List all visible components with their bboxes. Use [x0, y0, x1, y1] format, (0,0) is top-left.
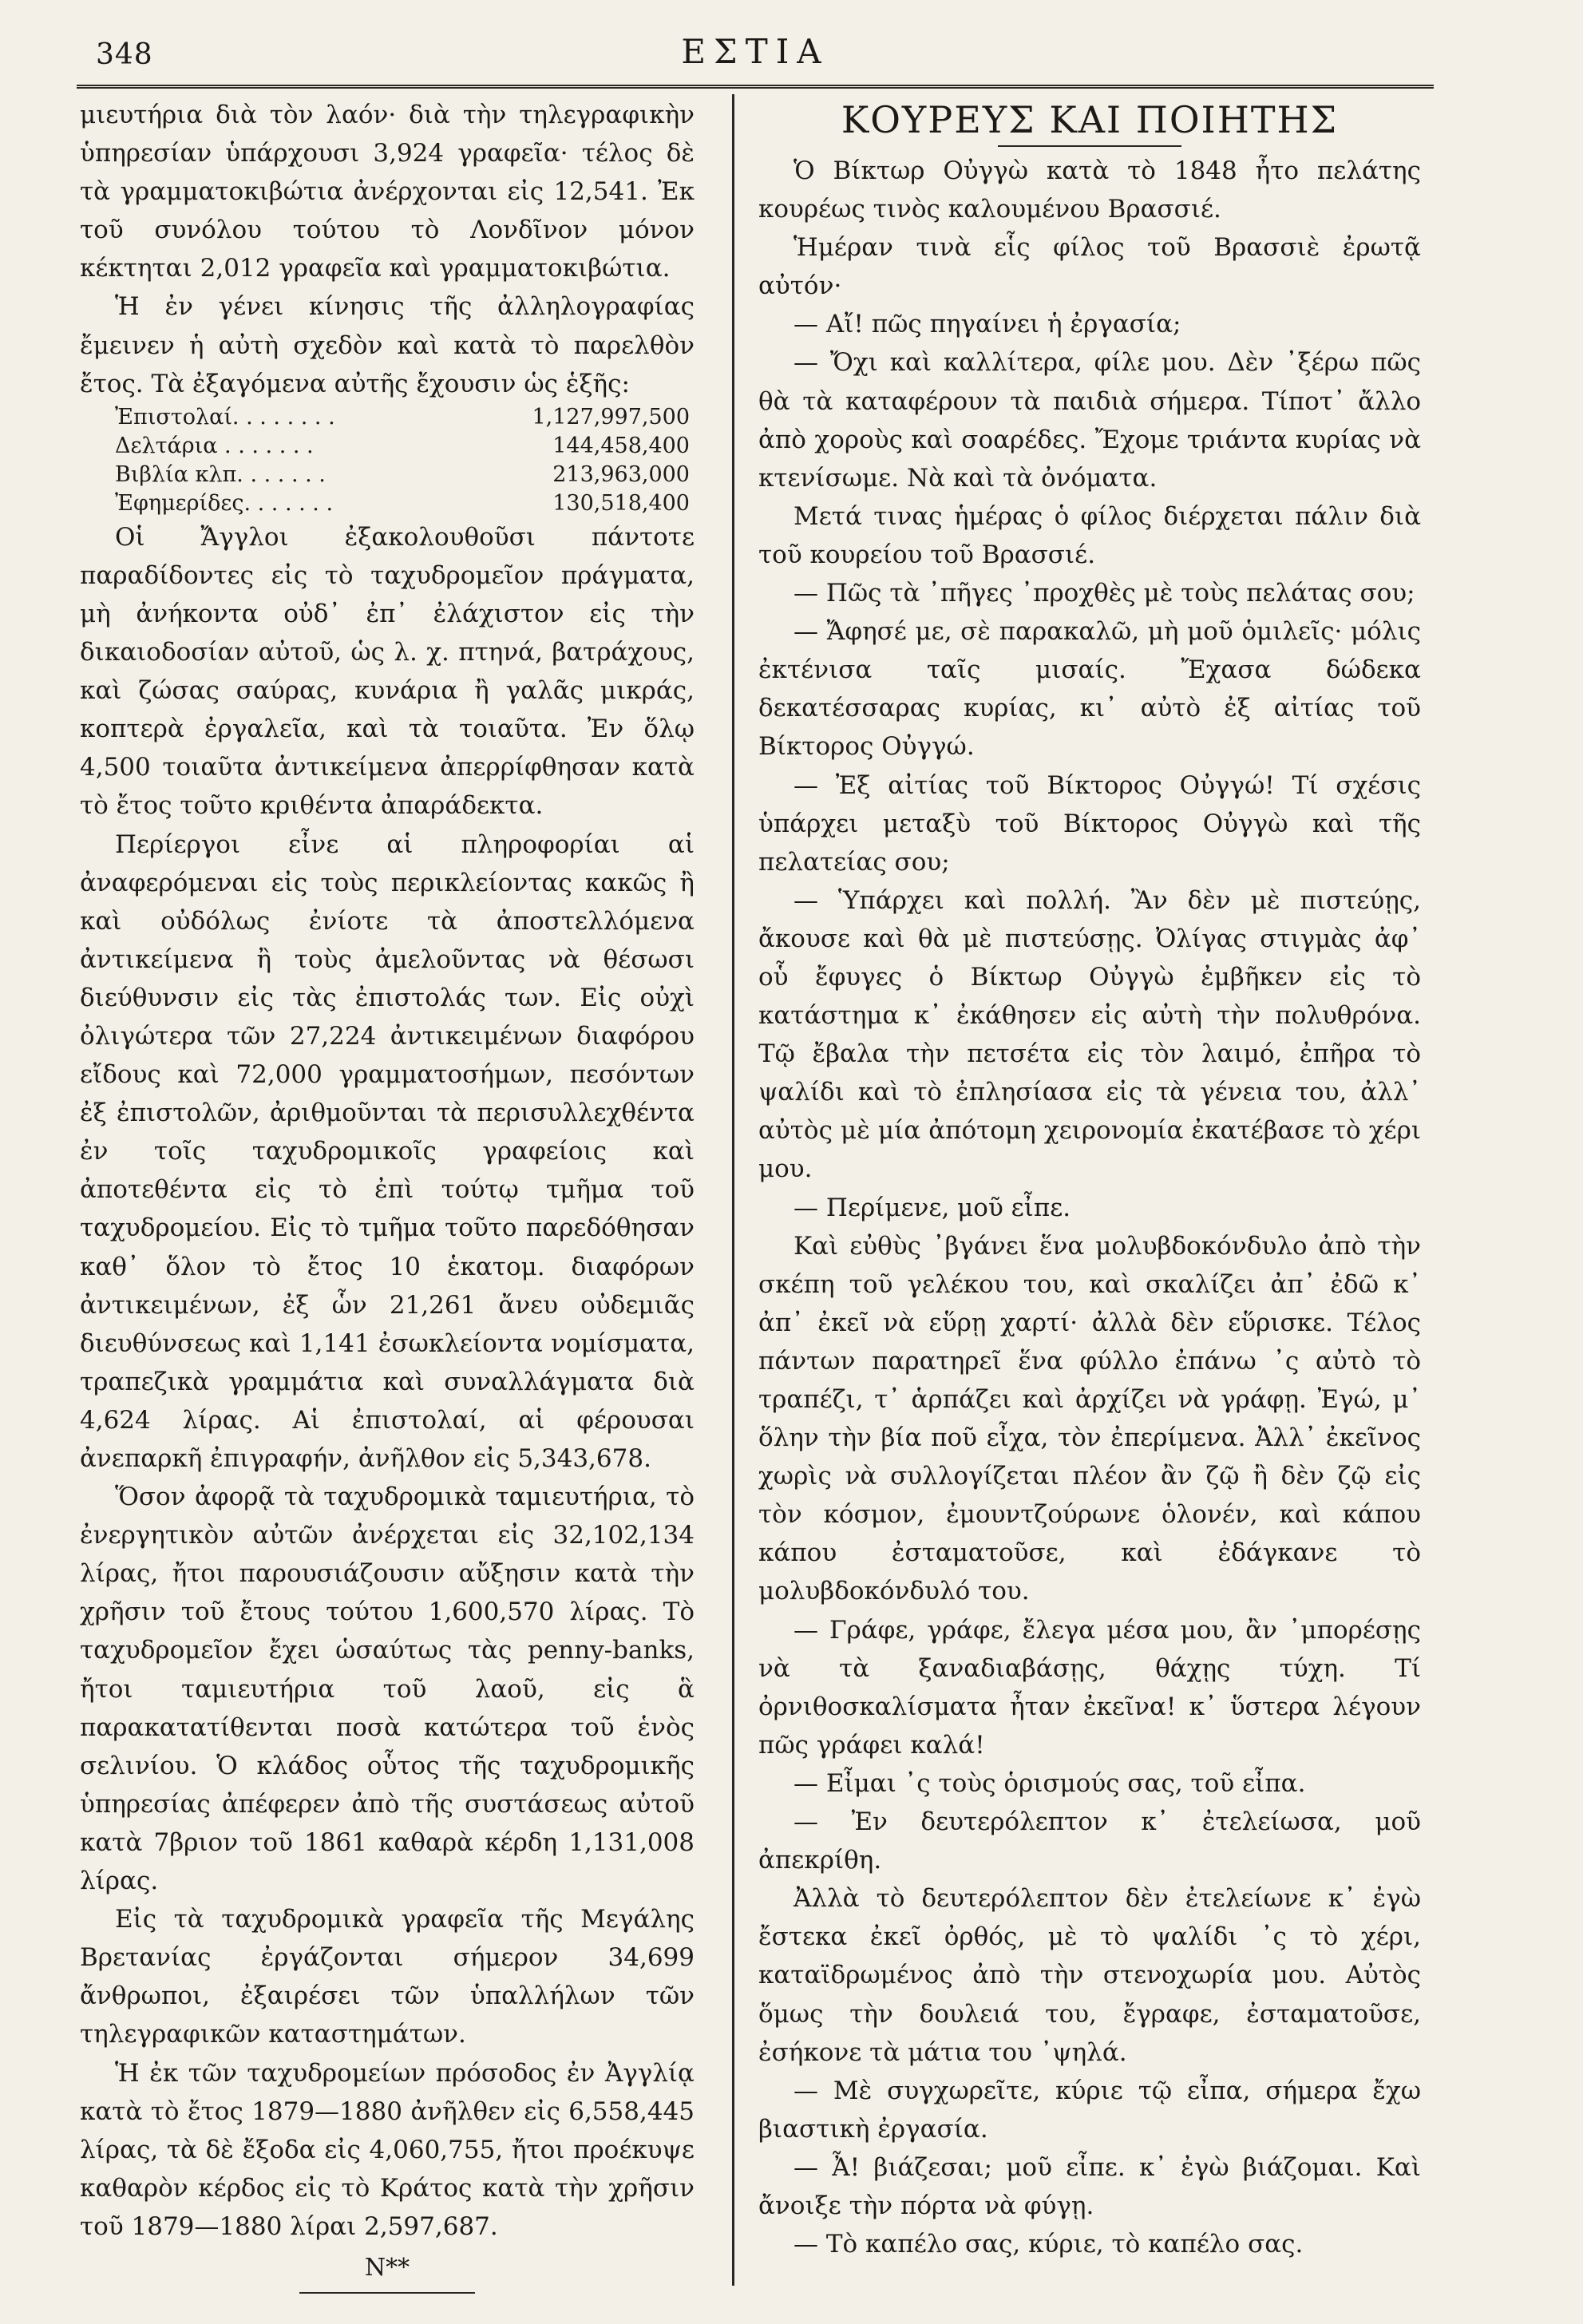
- paragraph: Εἰς τὰ ταχυδρομικὰ γραφεῖα τῆς Μεγάλης Βρετανίας ἐργάζονται σήμερον 34,699 ἄνθρωποι, ἐξαιρέσει τῶν ὑπαλλήλων τῶν τηλεγραφικῶν καταστημάτων.: [80, 1905, 695, 2049]
- header-rule: [77, 85, 1434, 89]
- paragraph: — Ὑπάρχει καὶ πολλή. Ἂν δὲν μὲ πιστεύῃς, ἄκουσε καὶ θὰ μὲ πιστεύσῃς. Ὀλίγας στιγμὰς ἀφ᾽ οὗ ἔφυγες ὁ Βίκτωρ Οὐγγὼ ἐμβῆκεν εἰς τὸ κατάστημα κ᾽ ἐκάθησεν εἰς αὐτὴ τὴν πολυθρόνα. Τῷ ἔβαλα τὴν πετσέτα εἰς τὸν λαιμό, ἐπῆρα τὸ ψαλίδι καὶ τὸ ἐπλησίασα εἰς τὰ γένεια του, ἀλλ᾽ αὐτὸς μὲ μία ἀπότομη χειρονομία ἐκατέβασε τὸ χέρι μου.: [758, 885, 1421, 1184]
- paragraph: Καὶ εὐθὺς ᾽βγάνει ἕνα μολυβδοκόνδυλο ἀπὸ τὴν σκέπη τοῦ γελέκου του, καὶ σκαλίζει ἀπ᾽ ἐδῶ κ᾽ ἀπ᾽ ἐκεῖ νὰ εὕρῃ χαρτί· ἀλλὰ δὲν εὕρισκε. Τέλος πάντων παρατηρεῖ ἕνα φύλλο ἐπάνω ᾽ς αὐτὸ τὸ τραπέζι, τ᾽ ἁρπάζει καὶ ἀρχίζει νὰ γράφῃ. Ἐγώ, μ᾽ ὅλην τὴν βία ποῦ εἶχα, τὸν ἐπερίμενα. Ἀλλ᾽ ἐκεῖνος χωρὶς νὰ συλλογίζεται πλέον ἂν ζῷ ἢ δὲν ζῷ εἰς τὸν κόσμον, ἐμουντζούρωνε ὁλονέν, καὶ κάπου κάπου ἐσταματοῦσε, καὶ ἐδάγκανε τὸ μολυβδοκόνδυλό του.: [758, 1231, 1421, 1606]
- stat-label: Ἐπιστολαί. . . . . . . .: [115, 404, 335, 430]
- left-column: [80, 96, 695, 2294]
- paragraph: — Περίμενε, μοῦ εἶπε.: [793, 1193, 1071, 1222]
- paragraph: Περίεργοι εἶνε αἱ πληροφορίαι αἱ ἀναφερόμεναι εἰς τοὺς περικλείοντας κακῶς ἢ καὶ οὐδόλως ἐνίοτε τὰ ἀποστελλόμενα ἀντικείμενα ἢ τοὺς ἀμελοῦντας νὰ θέσωσι διεύθυνσιν εἰς τὰς ἐπιστολάς των. Εἰς οὐχὶ ὀλιγώτερα τῶν 27,224 ἀντικειμένων διαφόρου εἴδους καὶ 72,000 γραμματοσήμων, πεσόντων ἐξ ἐπιστολῶν, ἀριθμοῦνται τὰ περισυλλεχθέντα ἐν τοῖς ταχυδρομικοῖς γραφείοις καὶ ἀποτεθέντα εἰς τὸ ἐπὶ τούτῳ τμῆμα τοῦ ταχυδρομείου. Εἰς τὸ τμῆμα τοῦτο παρεδόθησαν καθ᾽ ὅλον τὸ ἔτος 10 ἑκατομ. διαφόρων ἀντικειμένων, ἐξ ὧν 21,261 ἄνευ οὐδεμιᾶς διευθύνσεως καὶ 1,141 ἐσωκλείοντα νομίσματα, τραπεζικὰ γραμμάτια καὶ συναλλάγματα διὰ 4,624 λίρας. Αἱ ἐπιστολαί, αἱ φέρουσαι ἀνεπαρκῆ ἐπιγραφήν, ἀνῆλθον εἰς 5,343,678.: [80, 829, 695, 1473]
- signature-rule: [299, 2292, 475, 2294]
- paragraph: Ἡμέραν τινὰ εἷς φίλος τοῦ Βρασσιὲ ἐρωτᾷ αὐτόν·: [758, 233, 1421, 301]
- paragraph: Οἱ Ἄγγλοι ἐξακολουθοῦσι πάντοτε παραδίδοντες εἰς τὸ ταχυδρομεῖον πράγματα, μὴ ἀνήκοντα οὐδ᾽ ἐπ᾽ ἐλάχιστον εἰς τὴν δικαιοδοσίαν αὐτοῦ, ὡς λ. χ. πτηνά, βατράχους, καὶ ζώσας σαύρας, κυνάρια ἢ γαλᾶς μικράς, κοπτερὰ ἐργαλεῖα, καὶ τὰ τοιαῦτα. Ἐν ὅλῳ 4,500 τοιαῦτα ἀντικείμενα ἀπερρίφθησαν κατὰ τὸ ἔτος τοῦτο κριθέντα ἀπαράδεκτα.: [80, 522, 695, 821]
- table-row: [115, 432, 690, 461]
- stat-value: 144,458,400: [552, 433, 690, 458]
- title-rule: [998, 145, 1181, 147]
- paragraph: — Ὄχι καὶ καλλίτερα, φίλε μου. Δὲν ᾽ξέρω πῶς θὰ τὰ καταφέρουν τὰ παιδιὰ σήμερα. Τίποτ᾽ ἄλλο ἀπὸ χοροὺς καὶ σοαρέδες. Ἔχομε τριάντα κυρίας νὰ κτενίσωμε. Νὰ καὶ τὰ ὀνόματα.: [758, 348, 1421, 493]
- stat-value: 213,963,000: [552, 461, 690, 487]
- table-row: [115, 403, 690, 432]
- paragraph: Ὅσον ἀφορᾷ τὰ ταχυδρομικὰ ταμιευτήρια, τὸ ἐνεργητικὸν αὐτῶν ἀνέρχεται εἰς 32,102,134 λίρας, ἤτοι παρουσιάζουσιν αὔξησιν κατὰ τὴν χρῆσιν τοῦ ἔτους τούτου 1,600,570 λίρας. Τὸ ταχυδρομεῖον ἔχει ὡσαύτως τὰς penny-banks, ἤτοι ταμιευτήρια τοῦ λαοῦ, εἰς ἃ παρακατατίθενται ποσὰ κατώτερα τοῦ ἑνὸς σελινίου. Ὁ κλάδος οὗτος τῆς ταχυδρομικῆς ὑπηρεσίας ἀπέφερεν ἀπὸ τῆς συστάσεως αὐτοῦ κατὰ 7βριον τοῦ 1861 καθαρὰ κέρδη 1,131,008 λίρας.: [80, 1483, 695, 1896]
- stat-value: 1,127,997,500: [532, 404, 690, 430]
- paragraph: — Ἐν δευτερόλεπτον κ᾽ ἐτελείωσα, μοῦ ἀπεκρίθη.: [758, 1807, 1421, 1875]
- stat-label: Ἐφημερίδες. . . . . . .: [115, 490, 334, 516]
- stat-label: Βιβλία κλπ. . . . . . .: [115, 461, 326, 487]
- paragraph: — Αἴ! πῶς πηγαίνει ἡ ἐργασία;: [793, 310, 1181, 339]
- table-row: [115, 461, 690, 489]
- right-column: [758, 96, 1421, 2263]
- mail-statistics-table: [115, 403, 690, 518]
- paragraph: Ἡ ἐκ τῶν ταχυδρομείων πρόσοδος ἐν Ἀγγλίᾳ κατὰ τὸ ἔτος 1879—1880 ἀνῆλθεν εἰς 6,558,445 λίρας, τὰ δὲ ἔξοδα εἰς 4,060,755, ἤτοι προέκυψε καθαρὸν κέρδος εἰς τὸ Κράτος κατὰ τὴν χρῆσιν τοῦ 1879—1880 λίραι 2,597,687.: [80, 2058, 695, 2241]
- paragraph: — Πῶς τὰ ᾽πῆγες ᾽προχθὲς μὲ τοὺς πελάτας σου;: [793, 579, 1415, 608]
- page-header: [77, 24, 1434, 80]
- table-row: [115, 489, 690, 518]
- paragraph: Ὁ Βίκτωρ Οὐγγὼ κατὰ τὸ 1848 ἦτο πελάτης κουρέως τινὸς καλουμένου Βρασσιέ.: [758, 156, 1421, 224]
- paragraph: μιευτήρια διὰ τὸν λαόν· διὰ τὴν τηλεγραφικὴν ὑπηρεσίαν ὑπάρχουσι 3,924 γραφεῖα· τέλος δὲ τὰ γραμματοκιβώτια ἀνέρχονται εἰς 12,541. Ἐκ τοῦ συνόλου τούτου τὸ Λονδῖνον μόνον κέκτηται 2,012 γραφεῖα καὶ γραμματοκιβώτια.: [80, 101, 695, 283]
- article-title: ΚΟΥΡΕΥΣ ΚΑΙ ΠΟΙΗΤΗΣ: [841, 98, 1339, 141]
- paragraph: Μετά τινας ἡμέρας ὁ φίλος διέρχεται πάλιν διὰ τοῦ κουρείου τοῦ Βρασσιέ.: [758, 501, 1421, 569]
- column-divider: [732, 94, 734, 2286]
- paragraph: Ἀλλὰ τὸ δευτερόλεπτον δὲν ἐτελείωνε κ᾽ ἐγὼ ἔστεκα ἐκεῖ ὀρθός, μὲ τὸ ψαλίδι ᾽ς τὸ χέρι, καταϊδρωμένος ἀπὸ τὴν στενοχωρία μου. Αὐτὸς ὅμως τὴν δουλειά του, ἔγραφε, ἐσταματοῦσε, ἐσήκονε τὰ μάτια του ᾽ψηλά.: [758, 1884, 1421, 2067]
- paragraph: — Γράφε, γράφε, ἔλεγα μέσα μου, ἂν ᾽μπορέσῃς νὰ τὰ ξαναδιαβάσῃς, θάχῃς τύχη. Τί ὀρνιθοσκαλίσματα ἦταν ἐκεῖνα! κ᾽ ὕστερα λέγουν πῶς γράφει καλά!: [758, 1615, 1421, 1760]
- running-title: ΕΣΤΙΑ: [681, 32, 829, 71]
- stat-label: Δελτάρια . . . . . . .: [115, 433, 314, 458]
- author-signature: Ν**: [364, 2253, 410, 2282]
- paragraph: — Μὲ συγχωρεῖτε, κύριε τῷ εἶπα, σήμερα ἔχω βιαστικὴ ἐργασία.: [758, 2076, 1421, 2144]
- paragraph: Ἡ ἐν γένει κίνησις τῆς ἀλληλογραφίας ἔμεινεν ἡ αὐτὴ σχεδὸν καὶ κατὰ τὸ παρελθὸν ἔτος. Τὰ ἐξαγόμενα αὐτῆς ἔχουσιν ὡς ἑξῆς:: [80, 292, 695, 398]
- paragraph: — Ἐξ αἰτίας τοῦ Βίκτορος Οὐγγώ! Τί σχέσις ὑπάρχει μεταξὺ τοῦ Βίκτορος Οὐγγὼ καὶ τῆς πελατείας σου;: [758, 770, 1421, 877]
- stat-value: 130,518,400: [552, 490, 690, 516]
- paragraph: — Ἆ! βιάζεσαι; μοῦ εἶπε. κ᾽ ἐγὼ βιάζομαι. Καὶ ἄνοιξε τὴν πόρτα νὰ φύγῃ.: [758, 2152, 1421, 2220]
- paragraph: — Εἶμαι ᾽ς τοὺς ὁρισμούς σας, τοῦ εἶπα.: [793, 1768, 1306, 1798]
- paragraph: — Τὸ καπέλο σας, κύριε, τὸ καπέλο σας.: [793, 2230, 1304, 2259]
- page-number: 348: [96, 38, 153, 71]
- paragraph: — Ἄφησέ με, σὲ παρακαλῶ, μὴ μοῦ ὁμιλεῖς· μόλις ἐκτένισα ταῖς μισαίς. Ἔχασα δώδεκα δεκατέσσαρας κυρίας, κι᾽ αὐτὸ ἐξ αἰτίας τοῦ Βίκτορος Οὐγγώ.: [758, 617, 1421, 762]
